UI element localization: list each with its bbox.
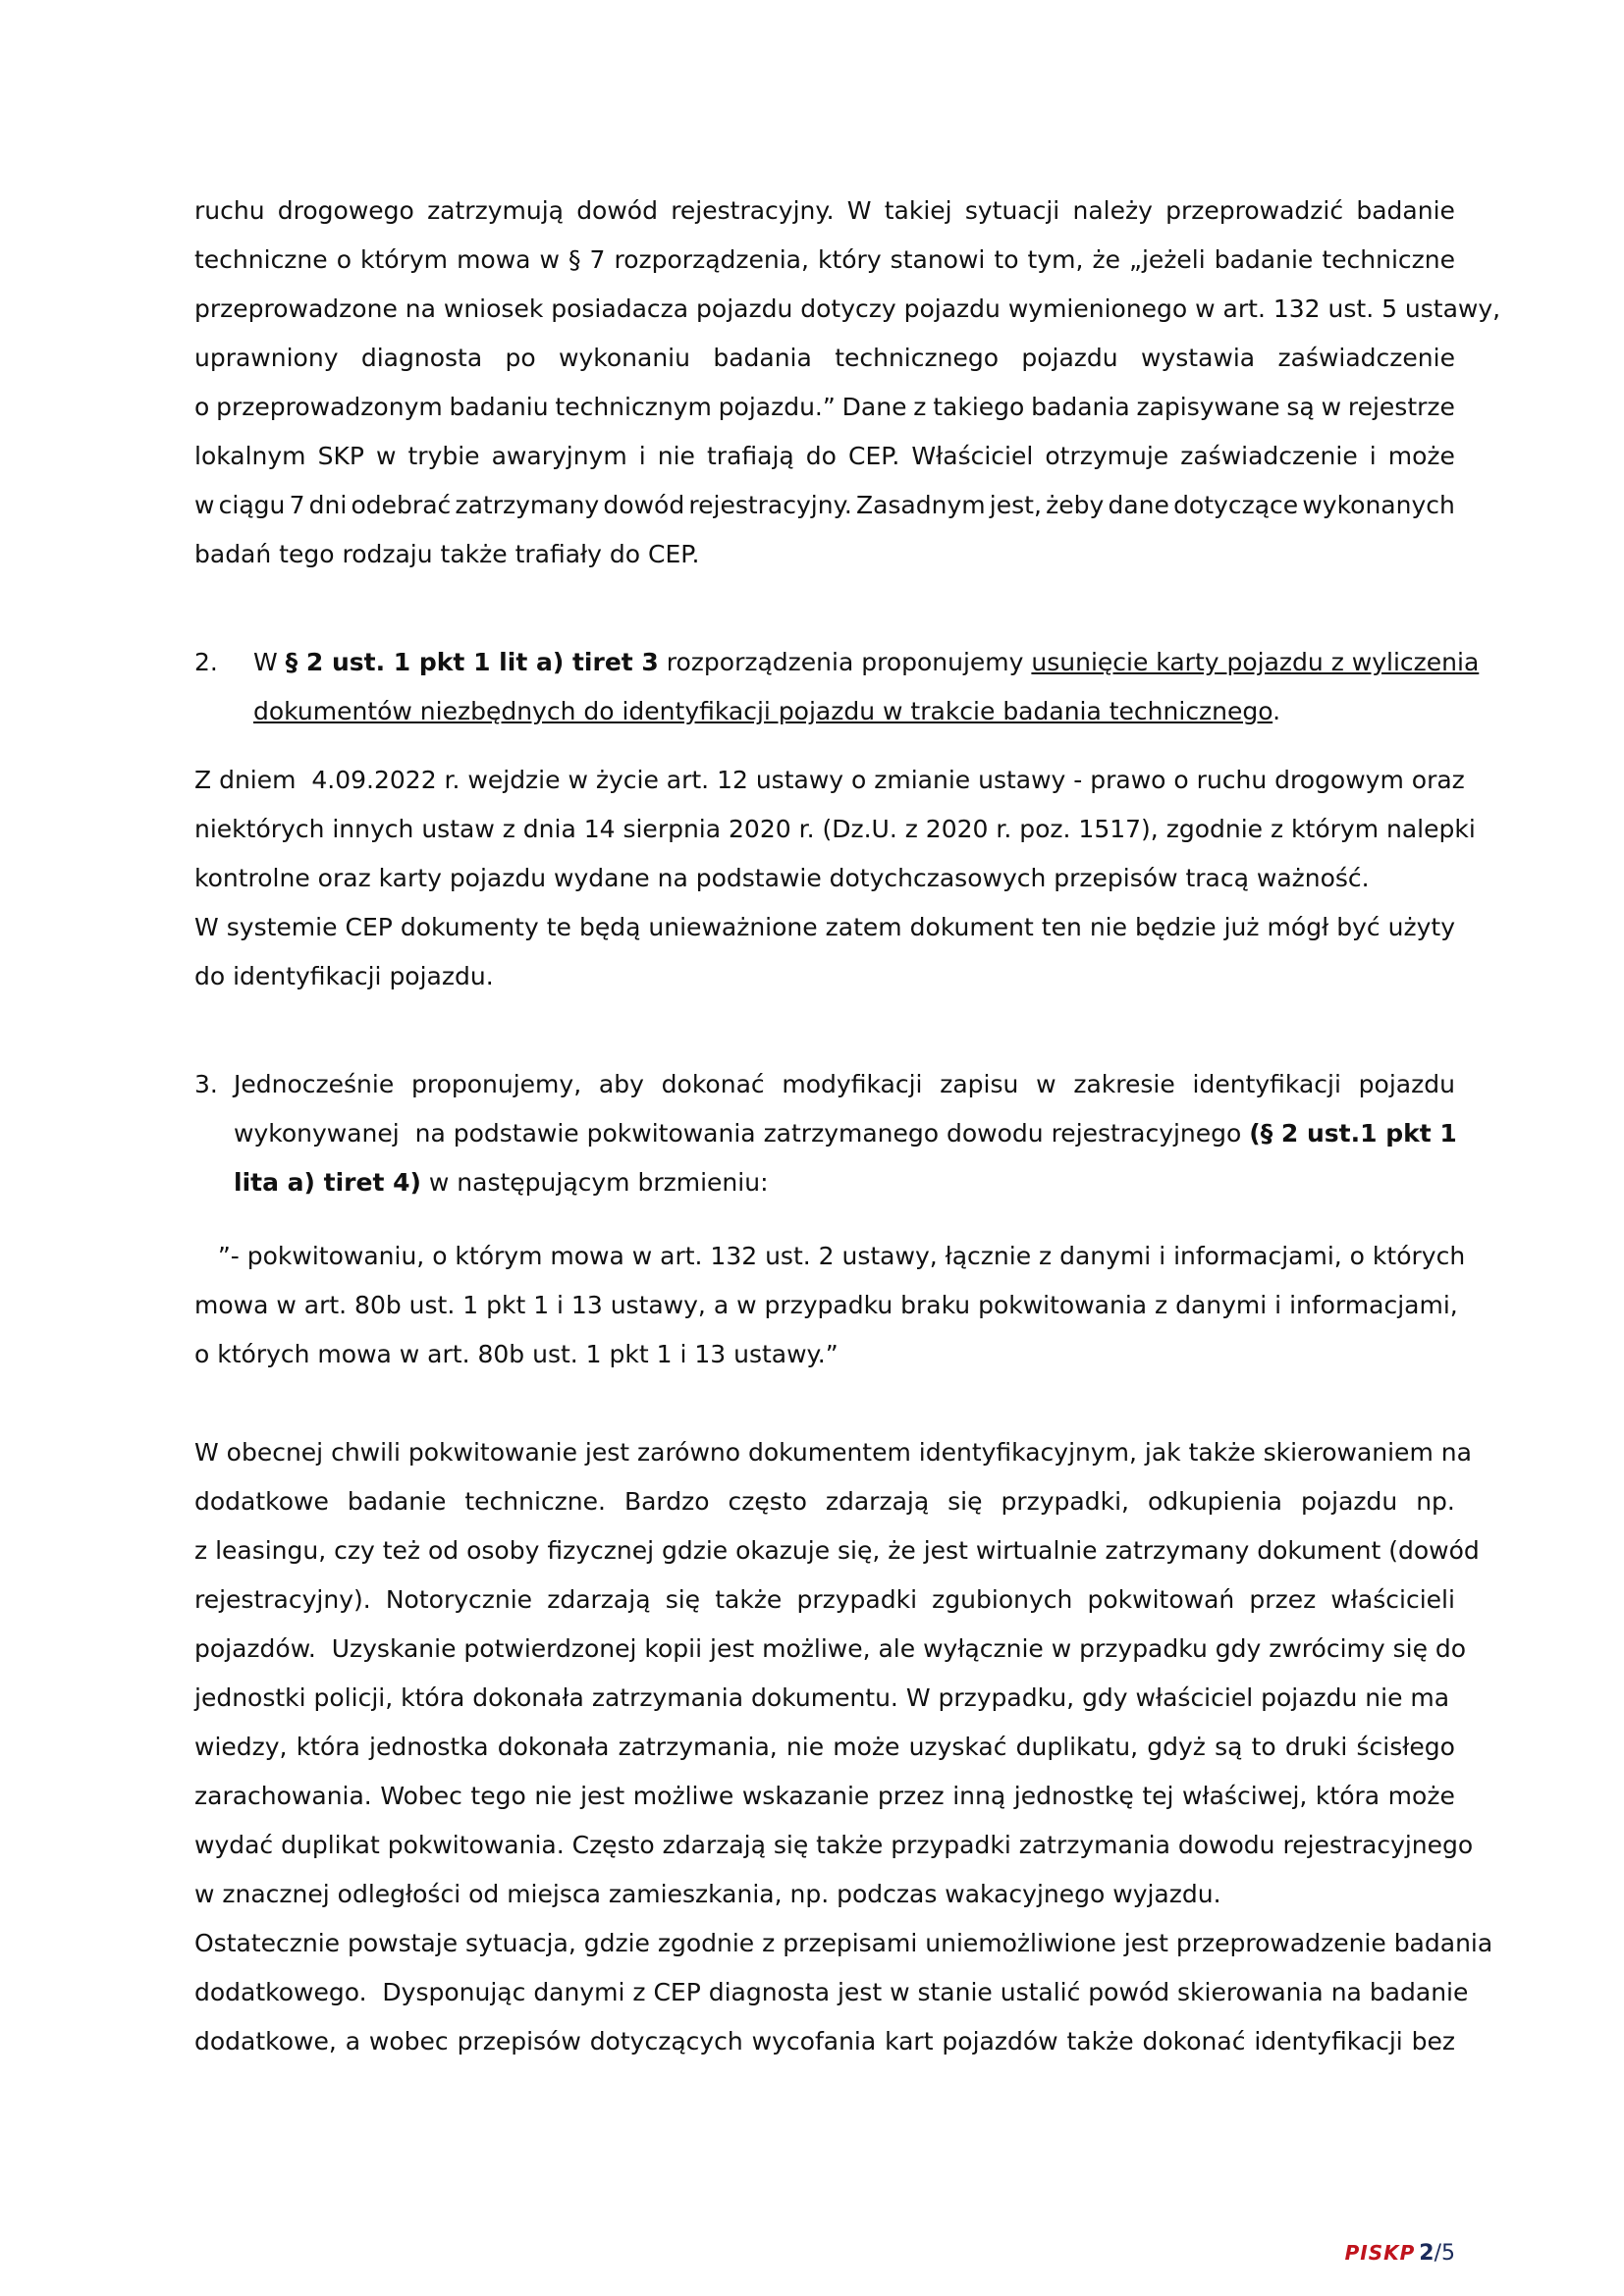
word: w (539, 245, 560, 274)
word: wykonaniu (559, 344, 690, 372)
word: CEP (345, 913, 393, 941)
word: badanie (1214, 245, 1314, 274)
word: bez (1411, 2027, 1455, 2056)
word: stanowi (890, 245, 986, 274)
word: często (728, 1487, 807, 1516)
list-number: 2. (194, 648, 218, 676)
word: może (1387, 442, 1455, 470)
word: tego (470, 1782, 526, 1810)
word: rejestracyjny). (194, 1585, 371, 1614)
word: z leasingu, czy też od osoby fizycznej gdzie okazuje się, że jest wirtualnie zatrzymany dokument (dowód (194, 1536, 1480, 1565)
word: gdyż (1147, 1733, 1206, 1761)
word: diagnosta (360, 344, 483, 372)
word: Zasadnym (855, 491, 986, 519)
page-number (1419, 2241, 1455, 2266)
word: po (505, 344, 536, 372)
item-2-text-start: W (253, 648, 286, 676)
word: systemie (226, 913, 338, 941)
text-line (194, 285, 1501, 334)
list-item-3 (194, 1060, 1455, 1207)
text-line (194, 1477, 1455, 1526)
word: się (665, 1585, 701, 1614)
word: o (194, 393, 210, 421)
text-line (194, 2017, 1455, 2066)
word: jednostki policji, która dokonała zatrzymania dokumentu. W przypadku, gdy właściciel pojazdu nie ma (194, 1683, 1450, 1712)
word: awaryjnym (491, 442, 627, 470)
list-item-2 (194, 638, 1480, 736)
text-line (194, 1870, 1455, 1919)
text-line (194, 1968, 1469, 2017)
word: przez (1249, 1585, 1317, 1614)
text-line (194, 1723, 1455, 1772)
piskp-logo: PISKP (1344, 2241, 1416, 2265)
word: o których mowa w art. 80b ust. 1 pkt 1 i 13 ustawy.” (194, 1340, 839, 1368)
word: się (947, 1487, 983, 1516)
word: proponujemy, (410, 1070, 582, 1098)
page-current: 2 (1419, 2241, 1435, 2266)
word: dodatkowego. Dysponując danymi z CEP diagnosta jest w stanie ustalić powód skierowania na badanie (194, 1978, 1469, 2006)
word: badania (1031, 393, 1130, 421)
page-total: /5 (1434, 2241, 1455, 2266)
word: który (817, 245, 882, 274)
word: dokonać (1142, 2027, 1246, 2056)
word: zakresie (1073, 1070, 1175, 1098)
word: Bardzo (623, 1487, 710, 1516)
word: W (194, 913, 219, 941)
word: to (994, 245, 1019, 274)
word: dane (1108, 491, 1169, 519)
word: także (715, 1585, 783, 1614)
word: pojazdów. Uzyskanie potwierdzonej kopii jest możliwe, ale wyłącznie w przypadku gdy zwrócimy się do (194, 1634, 1467, 1663)
word: CEP. (847, 442, 900, 470)
word: mowa (457, 245, 531, 274)
text-line (194, 952, 1455, 1001)
word: Dane (841, 393, 907, 421)
word: zapisu (940, 1070, 1019, 1098)
word: dodatkowe, (194, 2027, 337, 2056)
item-2-period: . (1272, 697, 1281, 725)
text-line (194, 481, 1455, 530)
word: dni (308, 491, 348, 519)
word: zaświadczenie (1180, 442, 1358, 470)
word: wycofania (751, 2027, 877, 2056)
word: W obecnej chwili pokwitowanie jest zarówno dokumentem identyfikacyjnym, jak także skierowaniem na (194, 1438, 1472, 1467)
word: Jednocześnie (234, 1070, 395, 1098)
word: niektórych innych ustaw z dnia 14 sierpnia 2020 r. (Dz.U. z 2020 r. poz. 1517), zgodnie z którym nalepki (194, 815, 1476, 843)
word: przypadki (796, 1585, 918, 1614)
word: o (336, 245, 352, 274)
word: dokumenty (400, 913, 539, 941)
word: technicznym (555, 393, 712, 421)
word: 7 (589, 245, 606, 274)
word: wobec (368, 2027, 449, 2056)
word: zatrzymują (427, 196, 564, 225)
word: badanie (347, 1487, 447, 1516)
word: zarachowania. (194, 1782, 372, 1810)
word: druki (1284, 1733, 1348, 1761)
word: zapisywane (1136, 393, 1280, 421)
word: „jeżeli (1129, 245, 1206, 274)
text-line (194, 530, 1455, 579)
word: przepisów (457, 2027, 581, 2056)
word: wydać duplikat pokwitowania. Często zdarzają się także przypadki zatrzymania dowodu rejestracyjnego (194, 1831, 1474, 1859)
word: do (805, 442, 837, 470)
word: którym (360, 245, 449, 274)
text-line (194, 383, 1455, 432)
word: zatrzymany (455, 491, 600, 519)
word: i (638, 442, 646, 470)
word: jednostkę (1013, 1782, 1134, 1810)
word: wskazanie (741, 1782, 870, 1810)
item-3-reference: (§ 2 ust.1 pkt 1 (1249, 1119, 1457, 1148)
word: żeby (1046, 491, 1105, 519)
word: ruchu (194, 196, 265, 225)
word: uprawniony (194, 344, 339, 372)
word: badaniu (449, 393, 549, 421)
word: dokonała (497, 1733, 610, 1761)
word: techniczne (194, 245, 328, 274)
word: badanie (1356, 196, 1455, 225)
word: także (1066, 2027, 1134, 2056)
word: jednostka (369, 1733, 489, 1761)
word: możliwe (632, 1782, 734, 1810)
word: aby (598, 1070, 644, 1098)
text-line (194, 1428, 1472, 1477)
word: dotyczących (589, 2027, 743, 2056)
word: pojazdów (942, 2027, 1058, 2056)
text-line (194, 1575, 1455, 1625)
word: wiedzy, (194, 1733, 288, 1761)
word: badań tego rodzaju także trafiały do CEP. (194, 540, 700, 568)
text-line (194, 1772, 1455, 1821)
word: mowa w art. 80b ust. 1 pkt 1 i 13 ustawy, a w przypadku braku pokwitowania z danymi i informacjami, (194, 1291, 1458, 1319)
item-2-proposal-cont: dokumentów niezbędnych do identyfikacji pojazdu w trakcie badania technicznego (253, 697, 1273, 725)
word: przeprowadzonym (216, 393, 443, 421)
word: zdarzają (547, 1585, 651, 1614)
word: w (1321, 393, 1342, 421)
word: przeprowadzić (1165, 196, 1344, 225)
word: mógł (1267, 913, 1329, 941)
word: może (833, 1733, 900, 1761)
word: która (1315, 1782, 1380, 1810)
list-number: 3. (194, 1070, 218, 1098)
text-line (194, 1919, 1493, 1968)
word: są (1215, 1733, 1243, 1761)
word: w (194, 491, 215, 519)
word: należy (1072, 196, 1153, 225)
word: takiego (933, 393, 1025, 421)
word: techniczne. (464, 1487, 606, 1516)
word: duplikatu, (1015, 1733, 1139, 1761)
word: że (1092, 245, 1120, 274)
word: pojazdu (1300, 1487, 1398, 1516)
word: rejestracyjny. (671, 196, 835, 225)
item-2-reference: § 2 ust. 1 pkt 1 lit a) tiret 3 (285, 648, 659, 676)
word: zatem (825, 913, 902, 941)
word: lokalnym (194, 442, 306, 470)
word: te (546, 913, 571, 941)
word: i (1369, 442, 1377, 470)
word: pojazdu (1358, 1070, 1455, 1098)
text-line (194, 903, 1455, 952)
word: kart (885, 2027, 934, 2056)
word: Właściciel (911, 442, 1034, 470)
word: otrzymuje (1045, 442, 1169, 470)
text-line (194, 1526, 1480, 1575)
word: już (1223, 913, 1260, 941)
text-line (194, 1625, 1467, 1674)
word: unieważnione (648, 913, 818, 941)
word: są (1286, 393, 1315, 421)
word: odkupienia (1147, 1487, 1282, 1516)
word: odebrać (351, 491, 452, 519)
word: dokonać (661, 1070, 765, 1098)
item-2-proposal: usunięcie karty pojazdu z wyliczenia (1031, 648, 1480, 676)
word: przez (877, 1782, 945, 1810)
word: w (375, 442, 397, 470)
word: pojazdu.” (718, 393, 836, 421)
word: do identyfikacji pojazdu. (194, 962, 494, 990)
word: to (1251, 1733, 1276, 1761)
word: tej (1142, 1782, 1174, 1810)
word: np. (1416, 1487, 1455, 1516)
word: drogowego (277, 196, 414, 225)
word: wykonanych (1302, 491, 1455, 519)
word: identyfikacji (1192, 1070, 1341, 1098)
word: użyty (1387, 913, 1455, 941)
word: nie (785, 1733, 825, 1761)
word: dotyczące (1173, 491, 1299, 519)
word: dowód (603, 491, 685, 519)
word: nie (657, 442, 695, 470)
item-2-text-mid: rozporządzenia proponujemy (658, 648, 1032, 676)
word: badania (713, 344, 812, 372)
word: ”- pokwitowaniu, o którym mowa w art. 132 ust. 2 ustawy, łącznie z danymi i informacjami, o których (194, 1242, 1466, 1270)
word: a (345, 2027, 361, 2056)
text-line (194, 854, 1455, 903)
word: W (846, 196, 872, 225)
text-line (194, 1674, 1455, 1723)
word: jest (580, 1782, 625, 1810)
item-3-text: wykonywanej na podstawie pokwitowania zatrzymanego dowodu rejestracyjnego (234, 1119, 1250, 1148)
text-line (194, 432, 1455, 481)
word: z (913, 393, 927, 421)
word: rozporządzenia, (614, 245, 809, 274)
word: trafiają (706, 442, 794, 470)
word: pokwitowań (1087, 1585, 1235, 1614)
word: może (1387, 1782, 1455, 1810)
word: w znacznej odległości od miejsca zamieszkania, np. podczas wakacyjnego wyjazdu. (194, 1880, 1221, 1908)
text-line (194, 334, 1455, 383)
word: modyfikacji (782, 1070, 923, 1098)
word: dowód (576, 196, 658, 225)
word: Wobec (380, 1782, 462, 1810)
quoted-wording (194, 1232, 1466, 1379)
word: zdarzają (825, 1487, 930, 1516)
word: dokument (909, 913, 1034, 941)
item-3-text-end: w następującym brzmieniu: (420, 1168, 769, 1197)
text-line (194, 1821, 1474, 1870)
word: która (296, 1733, 360, 1761)
word: trybie (407, 442, 480, 470)
word: SKP (317, 442, 364, 470)
word: zaświadczenie (1277, 344, 1455, 372)
word: przeprowadzone na wniosek posiadacza pojazdu dotyczy pojazdu wymienionego w art. 132 ust. 5 ustawy, (194, 294, 1501, 323)
word: § (568, 245, 581, 274)
word: 7 (289, 491, 305, 519)
word: Notorycznie (385, 1585, 533, 1614)
word: Ostatecznie powstaje sytuacja, gdzie zgodnie z przepisami uniemożliwione jest przeprowadzenie badania (194, 1929, 1493, 1957)
word: właścicieli (1330, 1585, 1455, 1614)
word: właściwej, (1182, 1782, 1308, 1810)
word: być (1336, 913, 1380, 941)
word: w (1036, 1070, 1056, 1098)
word: technicznego (835, 344, 1000, 372)
text-line (194, 805, 1476, 854)
word: Z dniem 4.09.2022 r. wejdzie w życie art. 12 ustawy o zmianie ustawy - prawo o ruchu drogowym oraz (194, 766, 1465, 794)
paragraph-3 (194, 1428, 1493, 2066)
word: inną (952, 1782, 1006, 1810)
word: sytuacji (964, 196, 1060, 225)
text-line (194, 1330, 1455, 1379)
text-line (194, 187, 1455, 236)
word: rejestracyjny. (688, 491, 852, 519)
word: przypadki, (1001, 1487, 1129, 1516)
word: ścisłego (1356, 1733, 1455, 1761)
word: ten (1041, 913, 1082, 941)
word: zatrzymania, (618, 1733, 778, 1761)
word: techniczne (1322, 245, 1455, 274)
word: zgubionych (932, 1585, 1073, 1614)
word: będą (578, 913, 641, 941)
item-3-reference-cont: lita a) tiret 4) (234, 1168, 421, 1197)
word: takiej (884, 196, 952, 225)
text-line (194, 756, 1465, 805)
text-line (194, 1281, 1458, 1330)
text-line (194, 236, 1455, 285)
word: nie (534, 1782, 572, 1810)
word: ciągu (218, 491, 286, 519)
word: jest, (989, 491, 1042, 519)
item-3-line-1 (234, 1060, 1455, 1109)
word: wystawia (1141, 344, 1256, 372)
word: tym, (1027, 245, 1084, 274)
word: rejestrze (1347, 393, 1455, 421)
text-line (194, 1232, 1466, 1281)
word: nie (1089, 913, 1127, 941)
word: uzyskać (908, 1733, 1007, 1761)
paragraph-2 (194, 756, 1476, 1001)
word: dodatkowe (194, 1487, 329, 1516)
word: kontrolne oraz karty pojazdu wydane na podstawie dotychczasowych przepisów tracą ważność. (194, 864, 1370, 892)
word: będzie (1135, 913, 1217, 941)
word: pojazdu (1021, 344, 1118, 372)
word: identyfikacji (1254, 2027, 1403, 2056)
paragraph-1 (194, 187, 1501, 579)
page-footer (1345, 2241, 1455, 2266)
